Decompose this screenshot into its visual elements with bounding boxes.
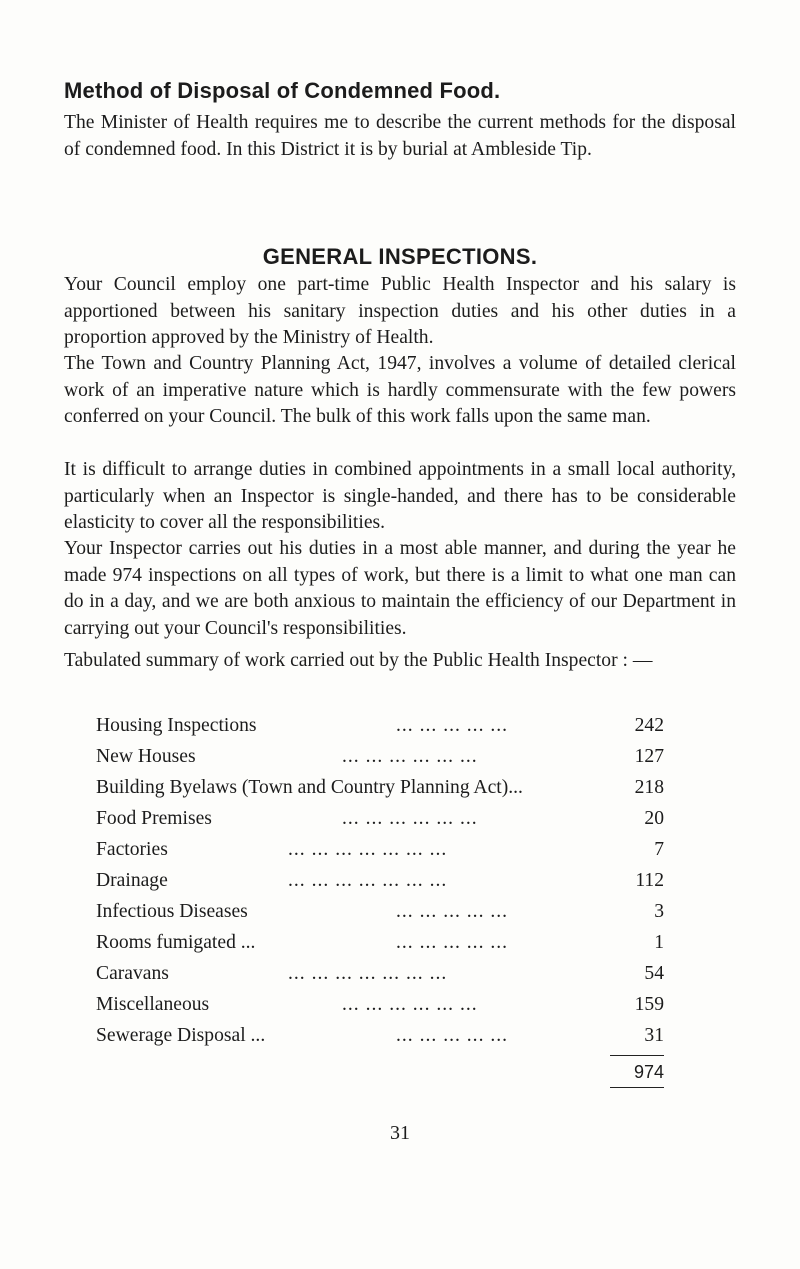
row-value: 7 bbox=[654, 839, 664, 860]
row-label: Housing Inspections bbox=[96, 715, 257, 736]
row-leader-dots: ... ... ... ... ... ... bbox=[342, 808, 478, 829]
row-value: 242 bbox=[634, 715, 664, 736]
table-row bbox=[96, 870, 664, 896]
row-value: 1 bbox=[654, 932, 664, 953]
row-label: Rooms fumigated ... bbox=[96, 932, 256, 953]
table-row bbox=[96, 746, 664, 772]
paragraph-inspector-duties: Your Inspector carries out his duties in a most able manner, and during the year he made 974 inspections on all types of work, but there is a limit to what one man can do in a day, and we are both anxious to maintain the efficiency of our Department in carrying out your Council's responsibilities. bbox=[64, 538, 736, 639]
row-leader-dots: ... ... ... ... ... ... bbox=[342, 746, 478, 767]
row-value: 3 bbox=[654, 901, 664, 922]
row-leader-dots: ... ... ... ... ... bbox=[396, 932, 509, 953]
row-label: Caravans bbox=[96, 963, 169, 984]
table-row bbox=[96, 901, 664, 927]
table-row bbox=[96, 932, 664, 958]
table-row bbox=[96, 808, 664, 834]
row-label: New Houses bbox=[96, 746, 196, 767]
row-label: Drainage bbox=[96, 870, 168, 891]
disposal-heading: Method of Disposal of Condemned Food. bbox=[64, 78, 501, 103]
row-leader-dots: ... ... ... ... ... ... ... bbox=[288, 870, 448, 891]
row-leader-dots: ... ... ... ... ... ... ... bbox=[288, 963, 448, 984]
total-value: 974 bbox=[633, 1062, 664, 1082]
row-label: Infectious Diseases bbox=[96, 901, 248, 922]
row-label: Sewerage Disposal ... bbox=[96, 1025, 266, 1046]
paragraph-inspector-employment: Your Council employ one part-time Public Health Inspector and his salary is apportioned between his sanitary inspection duties and his other duties in a proportion approved by the Ministry of Health. bbox=[64, 274, 736, 348]
paragraph-combined-appointments: It is difficult to arrange duties in combined appointments in a small local authority, particularly when an Inspector is single-handed, and there has to be considerable elasticity to cover all the responsibilities. bbox=[64, 459, 736, 533]
total-rule-bottom bbox=[610, 1087, 664, 1088]
row-leader-dots: ... ... ... ... ... bbox=[396, 901, 509, 922]
row-value: 20 bbox=[644, 808, 664, 829]
row-value: 218 bbox=[634, 777, 664, 798]
paragraph-planning-act: The Town and Country Planning Act, 1947, involves a volume of detailed clerical work of an imperative nature which is hardly commensurate with the few powers conferred on your Council. The bulk of this work falls upon the same man. bbox=[64, 353, 736, 427]
total-rule-top bbox=[610, 1055, 664, 1056]
row-leader-dots: ... ... ... ... ... bbox=[396, 715, 509, 736]
row-leader-dots: ... ... ... ... ... ... ... bbox=[288, 839, 448, 860]
row-label: Miscellaneous bbox=[96, 994, 210, 1015]
table-row bbox=[96, 715, 664, 741]
paragraph-tabulated-intro: Tabulated summary of work carried out by the Public Health Inspector : — bbox=[64, 650, 653, 671]
row-label: Food Premises bbox=[96, 808, 212, 829]
general-inspections-heading: GENERAL INSPECTIONS. bbox=[262, 244, 538, 269]
row-value: 54 bbox=[644, 963, 664, 984]
row-label: Factories bbox=[96, 839, 168, 860]
table-row bbox=[96, 839, 664, 865]
table-row bbox=[96, 1025, 664, 1051]
table-row bbox=[96, 994, 664, 1020]
disposal-paragraph: The Minister of Health requires me to describe the current methods for the disposal of condemned food. In this District it is by burial at Ambleside Tip. bbox=[64, 112, 736, 160]
row-value: 112 bbox=[635, 870, 664, 891]
table-row bbox=[96, 777, 664, 803]
row-leader-dots: ... ... ... ... ... bbox=[396, 1025, 509, 1046]
row-value: 31 bbox=[644, 1025, 664, 1046]
table-row bbox=[96, 963, 664, 989]
row-label: Building Byelaws (Town and Country Planning Act)... bbox=[96, 777, 523, 798]
row-value: 127 bbox=[634, 746, 664, 767]
row-value: 159 bbox=[634, 994, 664, 1015]
page-number: 31 bbox=[390, 1122, 410, 1144]
row-leader-dots: ... ... ... ... ... ... bbox=[342, 994, 478, 1015]
